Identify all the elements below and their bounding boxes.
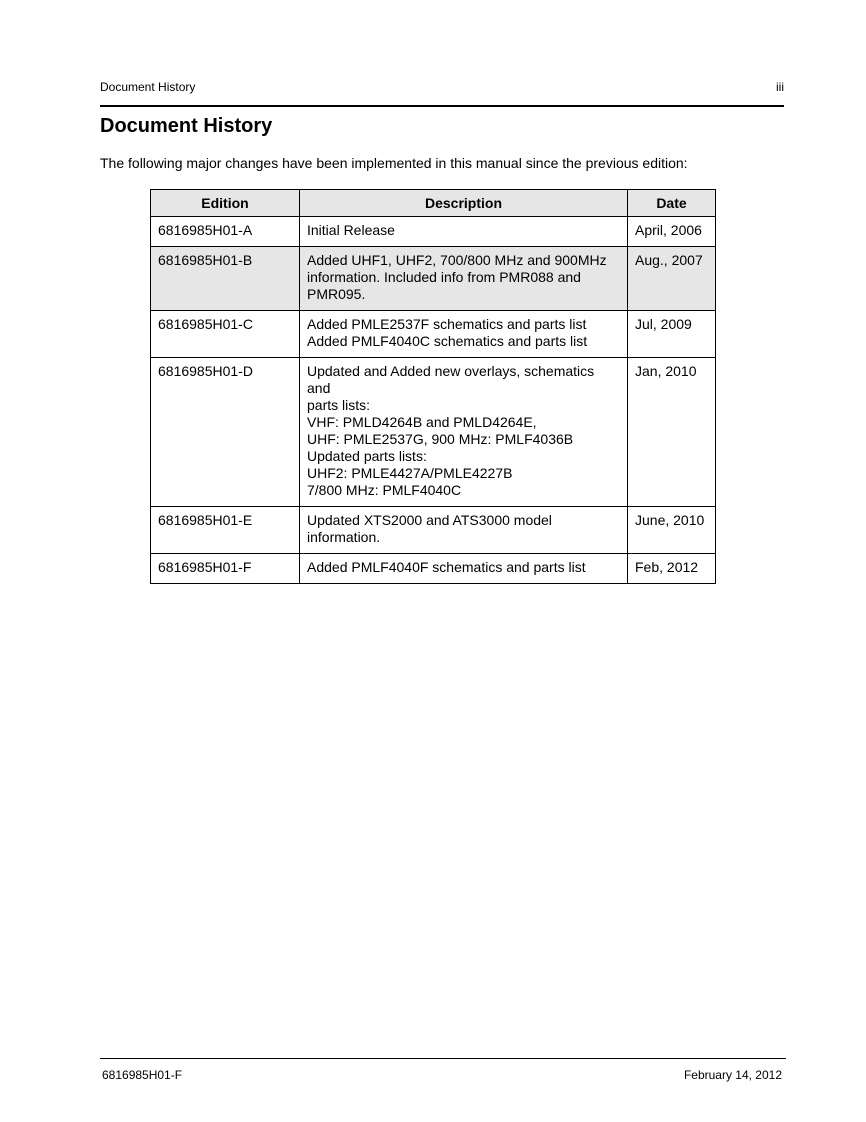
edition-cell: 6816985H01-B <box>151 247 300 311</box>
description-cell <box>300 358 628 507</box>
description-line: Added PMLF4040C schematics and parts list <box>307 333 588 349</box>
running-footer <box>100 1058 786 1082</box>
column-header-edition: Edition <box>151 190 300 217</box>
description-line: information. Included info from PMR088 and <box>307 269 581 285</box>
page-title: Document History <box>100 115 273 137</box>
table-header-row <box>151 190 716 217</box>
description-cell <box>300 554 628 584</box>
footer-date: February 14, 2012 <box>683 1068 782 1082</box>
date-cell: Jul, 2009 <box>628 311 716 358</box>
description-line: Added PMLE2537F schematics and parts list <box>307 316 587 332</box>
edition-cell: 6816985H01-D <box>151 358 300 507</box>
table-row <box>151 507 716 554</box>
intro-text: The following major changes have been implemented in this manual since the previous edition: <box>100 155 688 171</box>
column-header-description: Description <box>300 190 628 217</box>
description-line: Initial Release <box>307 222 395 238</box>
description-line: Updated XTS2000 and ATS3000 model <box>307 512 552 528</box>
description-line: VHF: PMLD4264B and PMLD4264E, <box>307 414 537 430</box>
date-cell: Feb, 2012 <box>628 554 716 584</box>
edition-cell: 6816985H01-A <box>151 217 300 247</box>
date-cell: June, 2010 <box>628 507 716 554</box>
table-row <box>151 247 716 311</box>
description-line: information. <box>307 529 381 545</box>
column-header-date: Date <box>628 190 716 217</box>
description-line: PMR095. <box>307 286 366 302</box>
description-cell <box>300 507 628 554</box>
description-line: UHF2: PMLE4427A/PMLE4227B <box>307 465 513 481</box>
edition-cell: 6816985H01-C <box>151 311 300 358</box>
edition-cell: 6816985H01-F <box>151 554 300 584</box>
date-cell: Aug., 2007 <box>628 247 716 311</box>
date-cell: April, 2006 <box>628 217 716 247</box>
header-section-title: Document History <box>100 80 196 94</box>
description-cell <box>300 217 628 247</box>
table-row <box>151 311 716 358</box>
table-row <box>151 554 716 584</box>
description-line: Updated and Added new overlays, schematics and <box>307 363 595 396</box>
running-header <box>100 79 784 107</box>
description-line: Added PMLF4040F schematics and parts list <box>307 559 586 575</box>
description-line: 7/800 MHz: PMLF4040C <box>307 482 462 498</box>
table-row <box>151 217 716 247</box>
description-line: Updated parts lists: <box>307 448 427 464</box>
description-cell <box>300 247 628 311</box>
description-cell <box>300 311 628 358</box>
description-line: Added UHF1, UHF2, 700/800 MHz and 900MHz <box>307 252 607 268</box>
header-page-number: iii <box>776 80 784 94</box>
description-line: parts lists: <box>307 397 371 413</box>
description-line: UHF: PMLE2537G, 900 MHz: PMLF4036B <box>307 431 574 447</box>
table-row <box>151 358 716 507</box>
document-history-table <box>150 189 716 584</box>
edition-cell: 6816985H01-E <box>151 507 300 554</box>
date-cell: Jan, 2010 <box>628 358 716 507</box>
footer-document-number: 6816985H01-F <box>102 1068 183 1082</box>
